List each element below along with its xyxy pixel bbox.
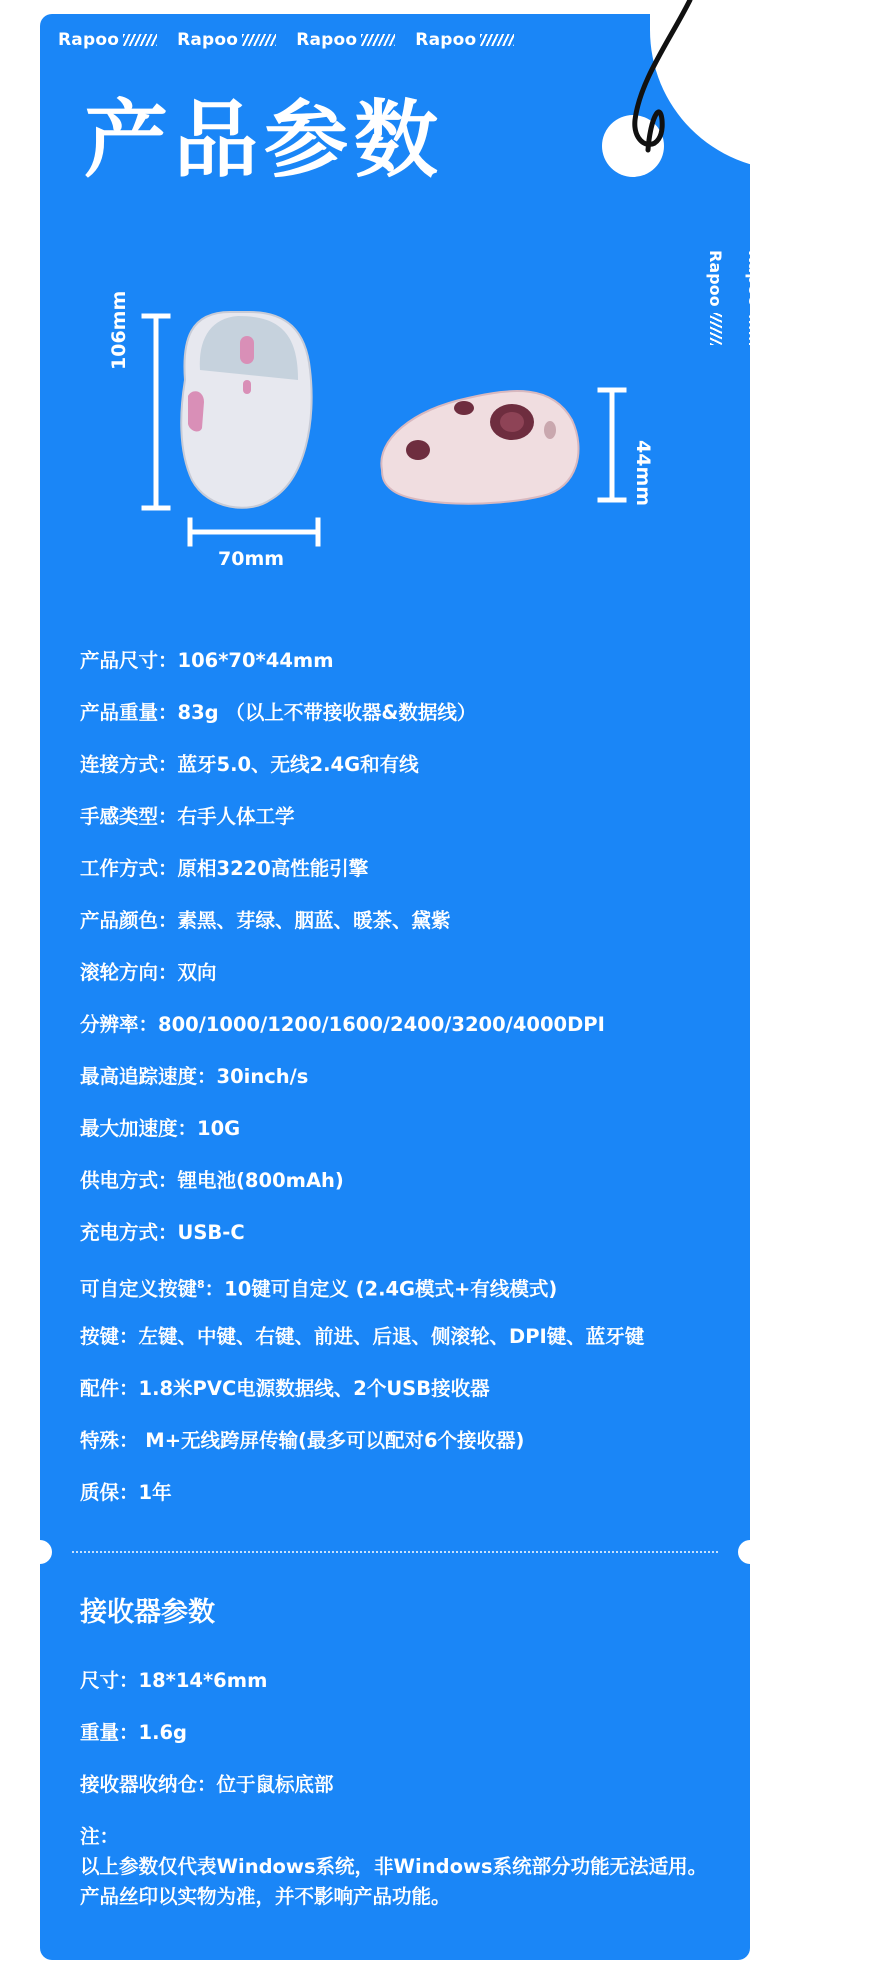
note-block — [80, 1822, 720, 1912]
depth-bracket — [600, 390, 624, 500]
spec-item: 连接方式：蓝牙5.0、无线2.4G和有线 — [80, 753, 419, 776]
brand-row — [58, 30, 514, 50]
spec-list — [80, 645, 720, 1529]
spec-item: 产品颜色：素黑、芽绿、胭蓝、暖茶、黛紫 — [80, 909, 451, 932]
dotted-line — [72, 1551, 718, 1553]
spec-item: 按键：左键、中键、右键、前进、后退、侧滚轮、DPI键、蓝牙键 — [80, 1325, 645, 1348]
slash-pattern — [123, 34, 157, 46]
brand-item: Rapoo — [415, 30, 514, 50]
divider-notch-left — [28, 1540, 52, 1564]
side-brand-column — [706, 250, 803, 345]
slash-pattern — [361, 34, 395, 46]
side-button-2 — [454, 401, 474, 415]
spec-item: 最高追踪速度：30inch/s — [80, 1065, 309, 1088]
note-title: 注： — [80, 1825, 120, 1848]
brand-item: Rapoo — [177, 30, 276, 50]
divider-notch-right — [738, 1540, 762, 1564]
receiver-spec-list — [80, 1665, 720, 1821]
width-label: 70mm — [218, 548, 285, 570]
slash-pattern — [788, 313, 800, 345]
mouse-top-view — [130, 300, 350, 560]
depth-label: 44mm — [632, 440, 654, 507]
side-brand-item: Rapoo — [784, 250, 803, 345]
spec-item: 配件：1.8米PVC电源数据线、2个USB接收器 — [80, 1377, 490, 1400]
receiver-title: 接收器参数 — [80, 1597, 215, 1628]
dpi-button — [243, 380, 251, 394]
spec-item: 质保：1年 — [80, 1481, 172, 1504]
side-brand-item: Rapoo — [745, 250, 764, 345]
page-title: 产品参数 — [84, 91, 445, 189]
note-text: 以上参数仅代表Windows系统，非Windows系统部分功能无法适用。产品丝印以实物为准，并不影响产品功能。 — [80, 1855, 708, 1908]
height-label: 106mm — [108, 290, 130, 370]
width-bracket — [190, 520, 318, 544]
side-brand-item: Rapoo — [706, 250, 725, 345]
receiver-spec-item: 重量：1.6g — [80, 1721, 188, 1744]
spec-item: 滚轮方向：双向 — [80, 961, 217, 984]
spec-item: 充电方式：USB-C — [80, 1221, 245, 1244]
spec-item: 产品尺寸：106*70*44mm — [80, 649, 334, 672]
side-wheel — [188, 391, 204, 431]
tag-string — [610, 0, 700, 180]
scroll-wheel — [240, 336, 254, 364]
slash-pattern — [710, 313, 722, 345]
height-bracket — [144, 316, 168, 508]
slash-pattern — [242, 34, 276, 46]
side-button-3 — [544, 421, 556, 439]
side-scroll-wheel-inner — [500, 412, 524, 432]
spec-item: 特殊： M+无线跨屏传输(最多可以配对6个接收器) — [80, 1429, 525, 1452]
receiver-spec-item: 尺寸：18*14*6mm — [80, 1669, 268, 1692]
slash-pattern — [480, 34, 514, 46]
side-button-1 — [406, 440, 430, 460]
spec-item: 可自定义按键$^8$：10键可自定义 (2.4G模式+有线模式) — [80, 1277, 558, 1301]
brand-item: Rapoo — [58, 30, 157, 50]
spec-item: 分辨率：800/1000/1200/1600/2400/3200/4000DPI — [80, 1013, 605, 1036]
spec-item: 供电方式：锂电池(800mAh) — [80, 1169, 344, 1192]
spec-item: 手感类型：右手人体工学 — [80, 805, 295, 828]
spec-item: 最大加速度：10G — [80, 1117, 241, 1140]
spec-item: 产品重量：83g （以上不带接收器&数据线） — [80, 701, 477, 724]
slash-pattern — [749, 313, 761, 345]
mouse-side-view — [372, 370, 632, 520]
spec-item: 工作方式：原相3220高性能引擎 — [80, 857, 369, 880]
section-divider — [40, 1540, 750, 1564]
receiver-spec-item: 接收器收纳仓：位于鼠标底部 — [80, 1773, 334, 1796]
brand-item: Rapoo — [296, 30, 395, 50]
